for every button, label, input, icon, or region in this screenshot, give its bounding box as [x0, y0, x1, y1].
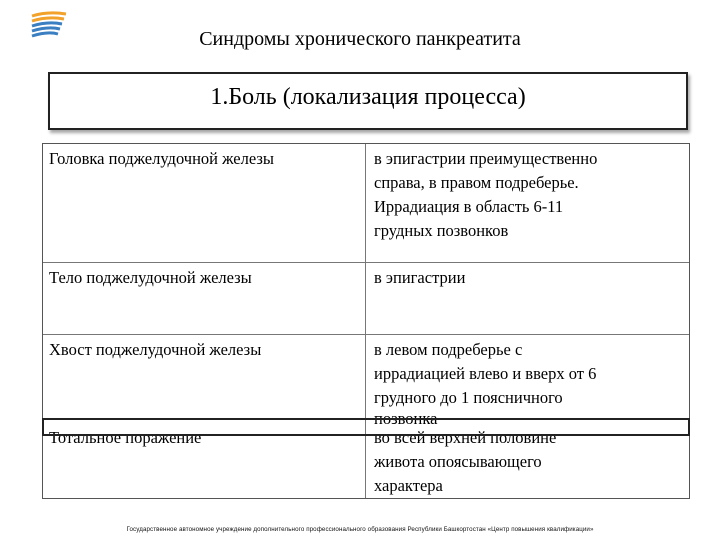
- footer-text: Государственное автономное учреждение дополнительного профессионального образования Республики Башкортостан «Центр повышения квалификации»: [126, 526, 594, 533]
- table-row: [43, 144, 689, 263]
- description-line: грудных позвонков: [374, 221, 509, 240]
- description-line: во всей верхней половине: [374, 428, 557, 447]
- table-row: [43, 423, 689, 500]
- location-cell: Хвост поджелудочной железы: [49, 340, 262, 359]
- description-line: характера: [374, 476, 443, 495]
- pain-localization-table: [42, 143, 690, 499]
- description-line: иррадиацией влево и вверх от 6: [374, 364, 597, 383]
- description-line: в эпигастрии: [374, 268, 466, 287]
- description-cell: [374, 147, 684, 243]
- slide-title: Синдромы хронического панкреатита: [199, 28, 521, 50]
- section-heading-box: [48, 72, 688, 130]
- section-heading: 1.Боль (локализация процесса): [210, 84, 526, 110]
- description-line: в эпигастрии преимущественно: [374, 149, 598, 168]
- description-cell: [374, 426, 684, 498]
- description-cell: [374, 266, 684, 290]
- location-cell: Головка поджелудочной железы: [49, 149, 274, 168]
- description-line: живота опоясывающего: [374, 452, 542, 471]
- description-line: в левом подреберье с: [374, 340, 523, 359]
- description-line: справа, в правом подреберье.: [374, 173, 579, 192]
- location-cell: Тело поджелудочной железы: [49, 268, 252, 287]
- description-line: Иррадиация в область 6-11: [374, 197, 564, 216]
- location-cell: Тотальное поражение: [49, 428, 202, 447]
- description-line: грудного до 1 поясничного: [374, 388, 563, 407]
- description-line: позвонка: [374, 409, 438, 428]
- table-row: [43, 335, 689, 428]
- table-row: [43, 263, 689, 335]
- description-cell: [374, 338, 684, 428]
